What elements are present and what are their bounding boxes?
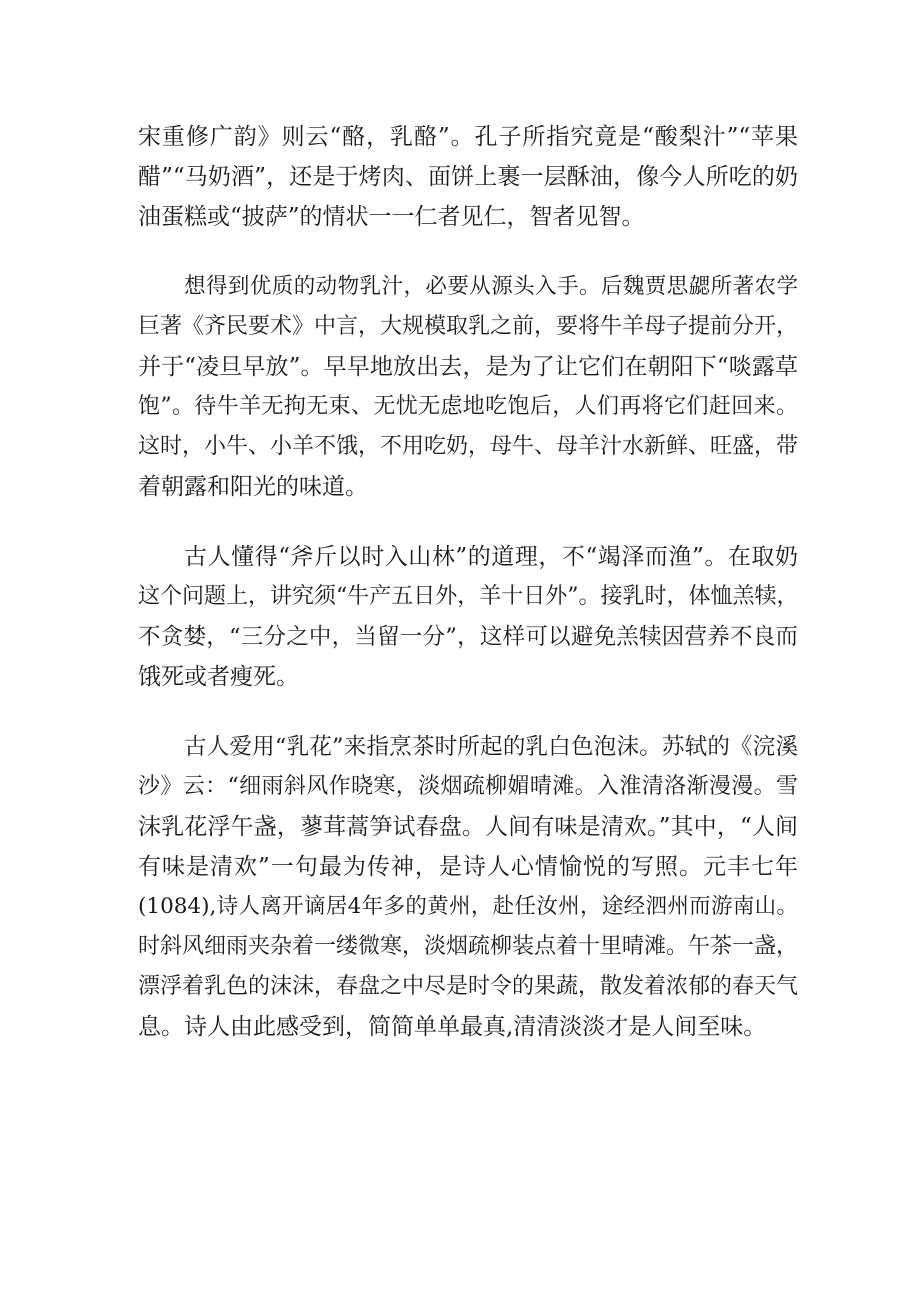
text-line: 这个问题上，讲究须“牛产五日外，羊十日外”。接乳时，体恤羔犊，: [138, 584, 799, 609]
text-line: 沙》云：“细雨斜风作晓寒，淡烟疏柳媚晴滩。入淮清洛渐漫漫。雪: [138, 774, 798, 799]
text-line: 古人懂得“斧斤以时入山林”的道理，不“竭泽而渔”。在取奶: [184, 544, 798, 570]
text-line: 着朝露和阳光的味道。: [138, 474, 368, 500]
text-line: 不贪婪，“三分之中，当留一分”，这样可以避免羔犊因营养不良而: [138, 624, 798, 650]
text-line: (1084),诗人离开谪居4年多的黄州，赴任汝州，途经泗州而游南山。: [138, 894, 798, 919]
text-line: 想得到优质的动物乳汁，必要从源头入手。后魏贾思勰所著农学: [184, 274, 798, 299]
text-line: 沫乳花浮午盏，蓼茸蒿笋试春盘。人间有味是清欢。”其中，“人间: [138, 814, 798, 840]
text-line: 漂浮着乳色的沫沫，春盘之中尽是时令的果蔬，散发着浓郁的春天气: [138, 974, 799, 999]
text-line: 有味是清欢”一句最为传神，是诗人心情愉悦的写照。元丰七年: [138, 854, 798, 880]
text-line: 饿死或者瘦死。: [138, 664, 299, 690]
text-line: 时斜风细雨夹杂着一缕微寒，淡烟疏柳装点着十里晴滩。午茶一盏，: [138, 934, 799, 959]
text-line: 这时，小牛、小羊不饿，不用吃奶，母牛、母羊汁水新鲜、旺盛，带: [138, 434, 799, 459]
text-line: 油蛋糕或“披萨”的情状一一仁者见仁，智者见智。: [138, 204, 645, 230]
text-line: 息。诗人由此感受到，简简单单最真,清清淡淡才是人间至味。: [138, 1014, 767, 1040]
text-line: 宋重修广韵》则云“酪，乳酪”。孔子所指究竟是“酸梨汁”“苹果: [138, 124, 798, 150]
text-line: 并于“凌旦早放”。早早地放出去，是为了让它们在朝阳下“啖露草: [138, 354, 798, 380]
text-line: 饱”。待牛羊无拘无束、无忧无虑地吃饱后，人们再将它们赶回来。: [138, 394, 798, 419]
text-line: 巨著《齐民要术》中言，大规模取乳之前，要将牛羊母子提前分开，: [138, 314, 799, 339]
text-line: 古人爱用“乳花”来指烹茶时所起的乳白色泡沫。苏轼的《浣溪: [184, 734, 798, 760]
text-line: 醋”“马奶酒”，还是于烤肉、面饼上裹一层酥油，像今人所吃的奶: [138, 164, 798, 190]
